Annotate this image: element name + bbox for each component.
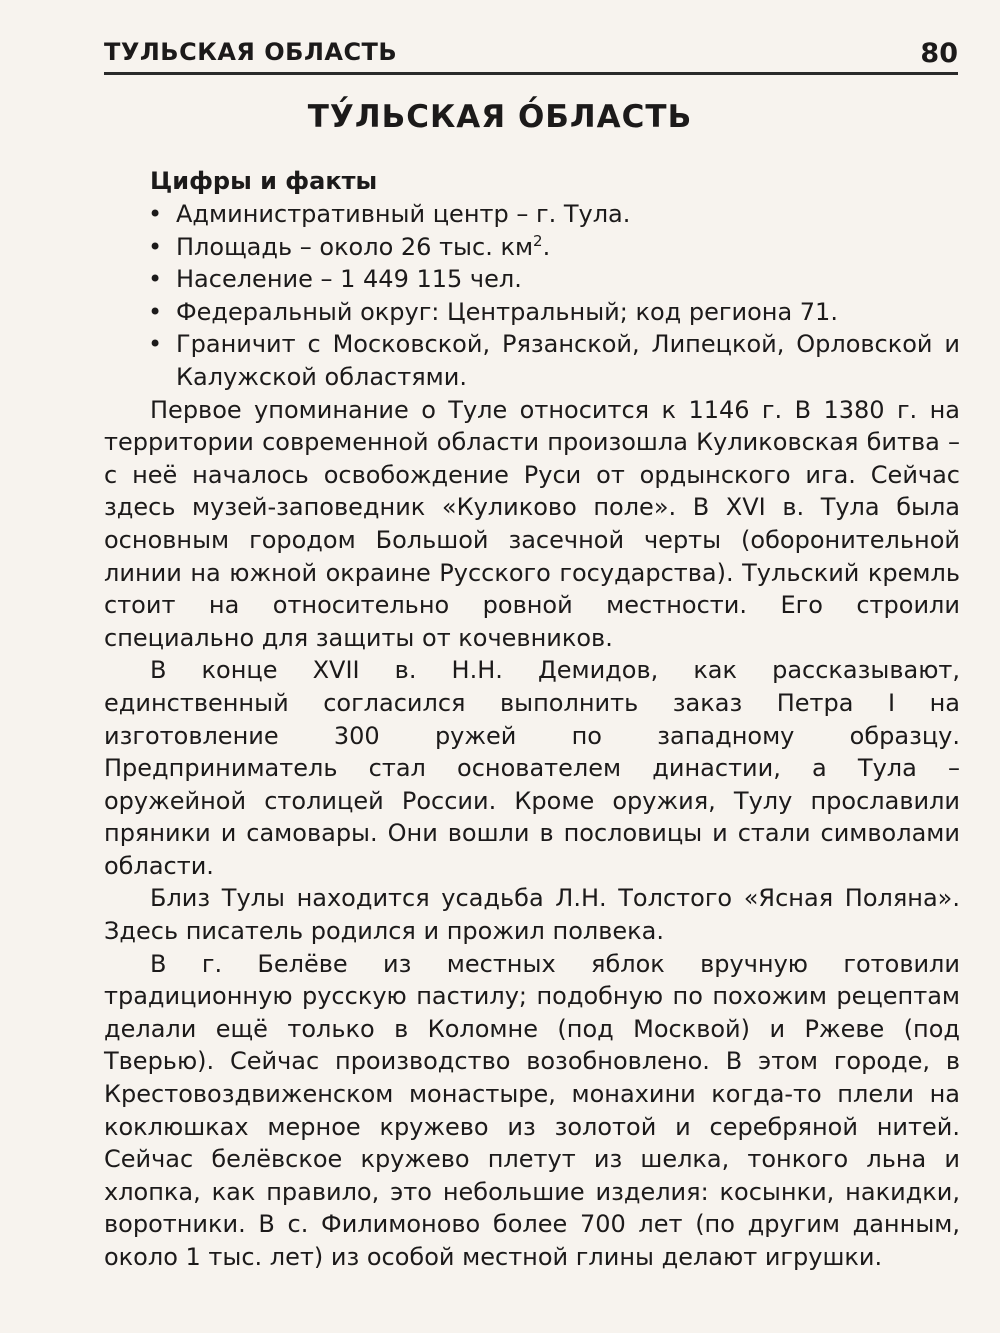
paragraph-history: Первое упоминание о Туле относится к 1146 г. В 1380 г. на территории современной области произошла Куликовская битва – с неё началось освобождение Руси от ордынского ига. Сейчас здесь музей-заповедник «Куликово поле». В XVI в. Тула была основным городом Большой засечной черты (оборонительной линии на южной окраине Русского государства). Тульский кремль стоит на относительно ровной местности. Его строили специально для защиты от кочевников. — [104, 395, 960, 652]
running-header — [104, 38, 958, 74]
fact-item — [104, 263, 960, 296]
header-divider — [104, 72, 958, 75]
page-number: 80 — [920, 38, 958, 69]
fact-item — [104, 296, 960, 329]
page-title: ТУ́ЛЬСКАЯ О́БЛАСТЬ — [307, 99, 693, 135]
bullet-icon: • — [148, 297, 163, 326]
running-title: ТУЛЬСКАЯ ОБЛАСТЬ — [104, 38, 398, 66]
bullet-icon: • — [148, 200, 163, 228]
paragraph-yasnaya-polyana: Близ Тулы находится усадьба Л.Н. Толстого «Ясная Поляна». Здесь писатель родился и прожил полвека. — [104, 884, 960, 946]
fact-text: Граничит с Московской, Рязанской, Липецкой, Орловской и Калужской областями. — [176, 330, 960, 391]
article-body — [104, 164, 960, 1274]
fact-item — [104, 198, 960, 231]
area-superscript: 2 — [533, 231, 543, 250]
area-suffix: . — [542, 232, 551, 261]
paragraph-demidov: В конце XVII в. Н.Н. Демидов, как рассказывают, единственный согласился выполнить заказ Петра I на изготовление 300 ружей по западному образцу. Предприниматель стал основателем династии, а Тула – оружейной столицей России. Кроме оружия, Тулу прославили пряники и самовары. Они вошли в пословицы и стали символами области. — [104, 656, 960, 880]
bullet-icon: • — [148, 265, 163, 294]
fact-item — [104, 231, 960, 264]
paragraph-belev: В г. Белёве из местных яблок вручную готовили традиционную русскую пастилу; подобную по похожим рецептам делали ещё только в Коломне (под Москвой) и Ржеве (под Тверью). Сейчас производство возобновлено. В этом городе, в Крестовоздвиженском монастыре, монахини когда-то плели на коклюшках мерное кружево из золотой и серебряной нитей. Сейчас белёвское кружево плетут из шелка, тонкого льна и хлопка, как правило, это небольшие изделия: косынки, накидки, воротники. В с. Филимоново более 700 лет (по другим данным, около 1 тыс. лет) из особой местной глины делают игрушки. — [104, 949, 960, 1271]
facts-heading: Цифры и факты — [150, 167, 378, 195]
bullet-icon: • — [148, 232, 163, 261]
fact-text: Площадь – около 26 тыс. км — [176, 232, 534, 261]
facts-list — [104, 198, 960, 394]
fact-text: Население – 1 449 115 чел. — [176, 265, 522, 294]
bullet-icon: • — [148, 330, 163, 359]
fact-text: Административный центр – г. Тула. — [176, 200, 631, 228]
fact-text: Федеральный округ: Центральный; код региона 71. — [176, 297, 838, 326]
fact-item — [104, 328, 960, 393]
